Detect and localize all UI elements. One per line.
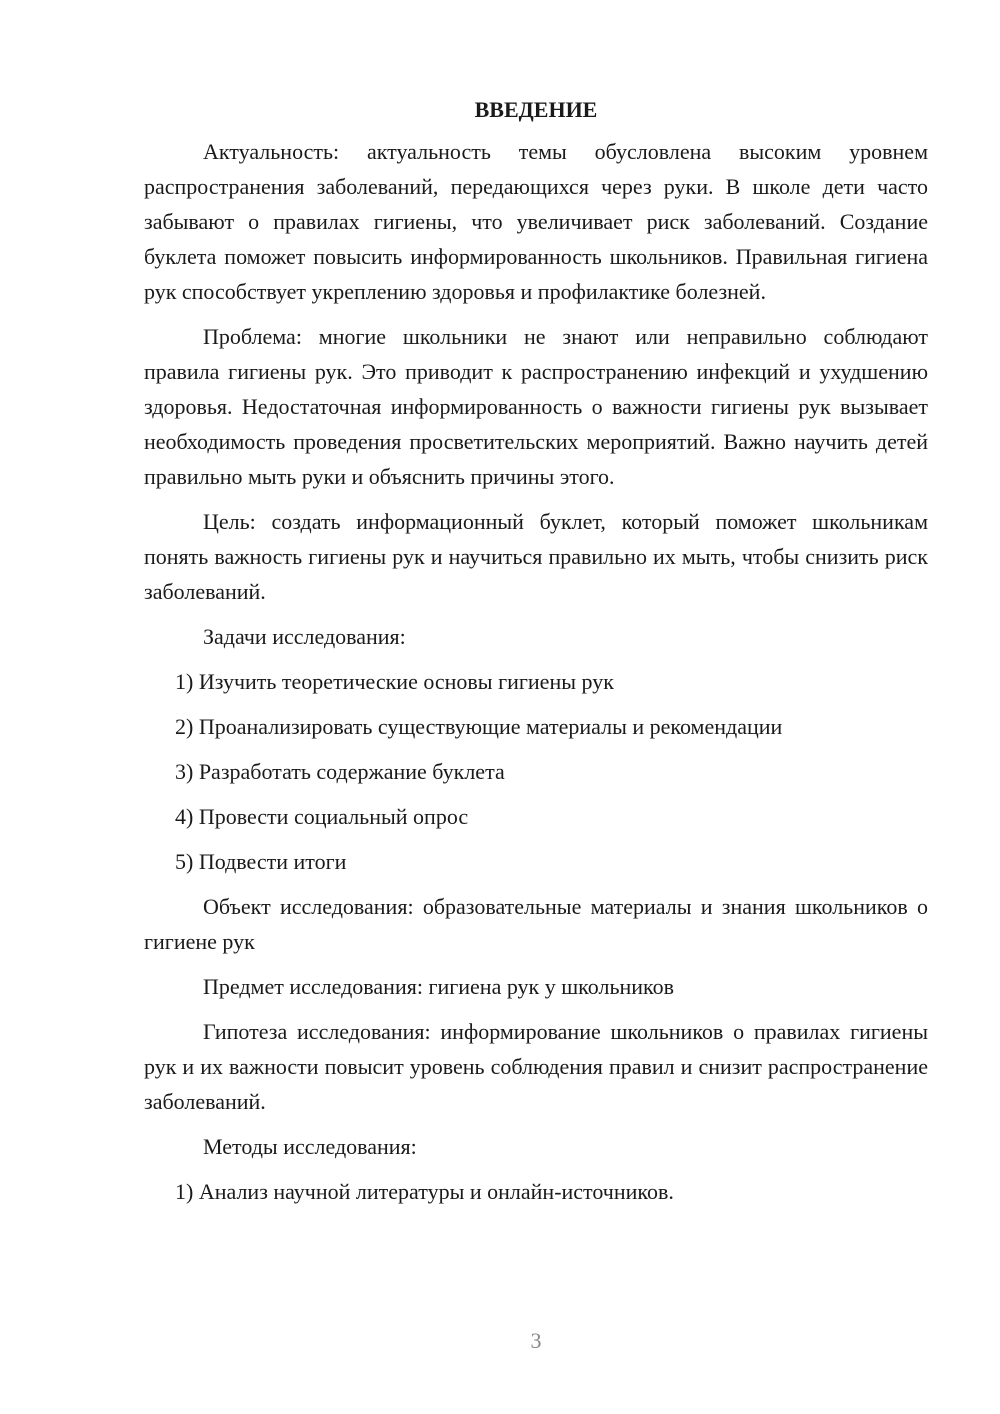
object-paragraph: Объект исследования: образовательные материалы и знания школьников о гигиене рук (144, 894, 928, 954)
task-item-3: 3) Разработать содержание буклета (175, 759, 505, 784)
task-item-4: 4) Провести социальный опрос (175, 804, 469, 829)
problem-paragraph: Проблема: многие школьники не знают или неправильно соблюдают правила гигиены рук. Это приводит к распространению инфекций и ухудшению здоровья. Недостаточная информированность о важности гигиены рук вызывает необходимость проведения просветительских мероприятий. Важно научить детей правильно мыть руки и объяснить причины этого. (144, 324, 928, 489)
page-number: 3 (530, 1328, 542, 1353)
task-item-5: 5) Подвести итоги (175, 849, 347, 874)
task-item-2: 2) Проанализировать существующие материалы и рекомендации (175, 714, 783, 739)
subject-paragraph: Предмет исследования: гигиена рук у школьников (203, 974, 674, 999)
tasks-title: Задачи исследования: (203, 624, 406, 649)
section-heading: ВВЕДЕНИЕ (474, 97, 598, 122)
task-item-1: 1) Изучить теоретические основы гигиены рук (175, 669, 614, 694)
methods-title: Методы исследования: (203, 1134, 417, 1159)
relevance-paragraph: Актуальность: актуальность темы обусловлена высоким уровнем распространения заболеваний, передающихся через руки. В школе дети часто забывают о правилах гигиены, что увеличивает риск заболеваний. Создание буклета поможет повысить информированность школьников. Правильная гигиена рук способствует укреплению здоровья и профилактике болезней. (144, 139, 928, 304)
goal-paragraph: Цель: создать информационный буклет, который поможет школьникам понять важность гигиены рук и научиться правильно их мыть, чтобы снизить риск заболеваний. (144, 509, 928, 604)
page-content (144, 92, 928, 1219)
method-item-1: 1) Анализ научной литературы и онлайн-источников. (175, 1179, 674, 1204)
hypothesis-paragraph: Гипотеза исследования: информирование школьников о правилах гигиены рук и их важности повысит уровень соблюдения правил и снизит распространение заболеваний. (144, 1019, 928, 1114)
